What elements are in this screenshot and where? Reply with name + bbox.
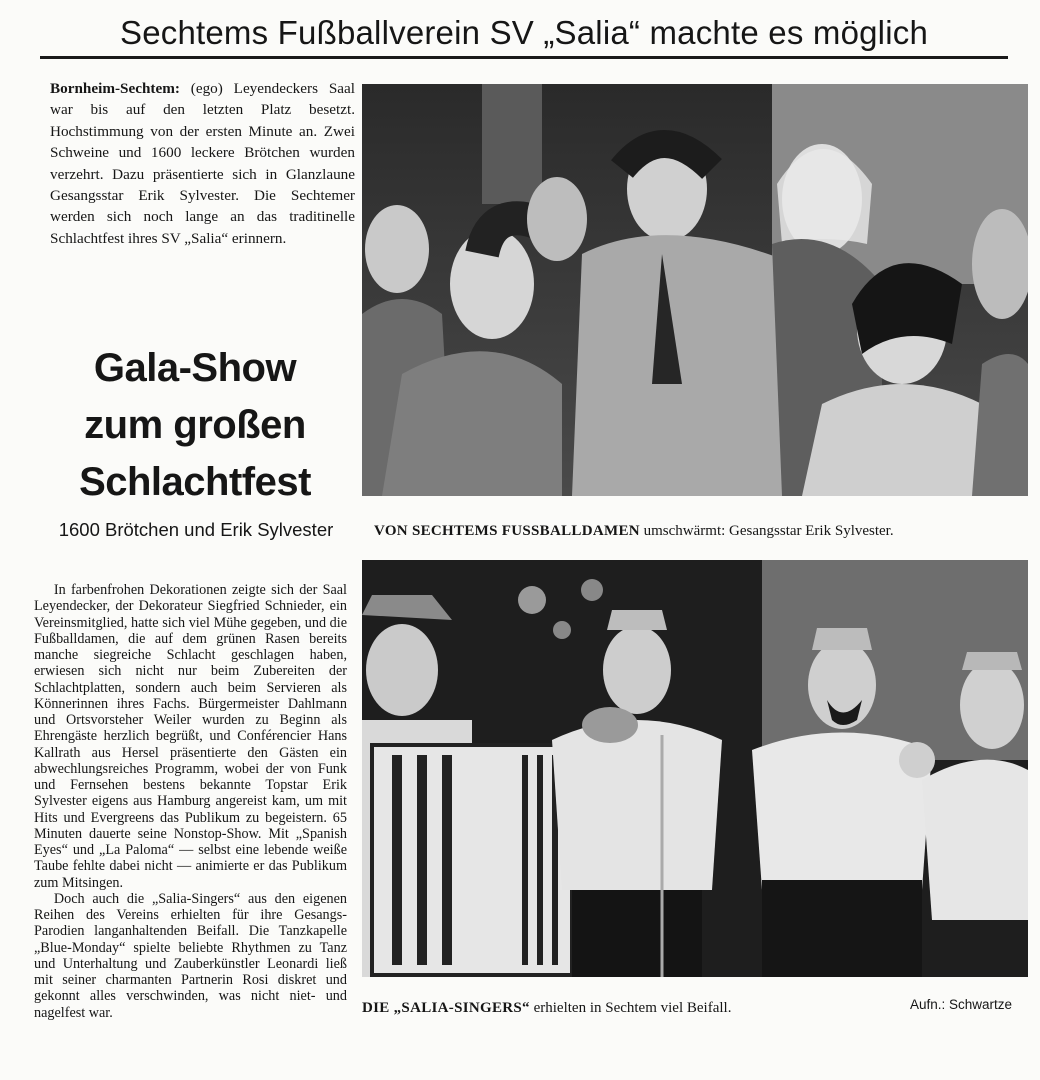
body-paragraph-1: In farbenfrohen Dekorationen zeigte sich der Saal Leyendecker, der Dekorateur Siegfried Schnieder, ein Vereinsmitglied, hatte sich viel Mühe gegeben, und die Fußballdamen, die auf dem grünen Rasen bereits manche siegreiche Schlacht geschlagen haben, erwiesen sich nicht nur beim Zubereiten der Schlachtplatten, sondern auch beim Servieren als Könnerinnen ihres Fachs. Bürgermeister Dahlmann und Ortsvorsteher Weiler wurden zu Beginn als Ehrengäste herzlich begrüßt, und Conférencier Hans Kallrath aus Hersel präsentierte den Gästen ein abwechlungsreiches Programm, wobei der von Funk und Fernsehen bestens bekannte Topstar Erik Sylvester eigens aus Hamburg angereist kam, um mit Hits und Evergreens das Publikum zu begeistern. 65 Minuten dauerte seine Nonstop-Show. Mit „Spanish Eyes“ und „La Paloma“ — selbst eine lebende weiße Taube fehlte dabei nicht — animierte er das Publikum zum Mitsingen.	[34, 582, 347, 891]
caption-bottom-photo	[362, 998, 731, 1018]
headline-line-1: Gala-Show	[93, 346, 297, 390]
headline-line-3: Schlachtfest	[79, 460, 311, 504]
photo-football-women-with-singer	[362, 84, 1028, 496]
masthead-headline: Sechtems Fußballverein SV „Salia“ machte es möglich	[119, 14, 929, 51]
photo-salia-singers	[362, 560, 1028, 977]
article-body	[34, 582, 347, 1021]
intro-paragraph	[50, 78, 355, 249]
masthead-rule	[40, 56, 1008, 59]
intro-text: (ego) Leyendeckers Saal war bis auf den letzten Platz besetzt. Hochstimmung von der ersten Minute an. Zwei Schweine und 1600 leckere Brötchen wurden verzehrt. Dazu präsentierte sich in Glanzlaune Gesangsstar Erik Sylvester. Die Sechtemer werden sich noch lange an das traditinelle Schlachtfest ihres SV „Salia“ erinnern.	[50, 80, 355, 247]
caption-bottom-text: erhielten in Sechtem viel Beifall.	[529, 1000, 732, 1016]
article-headline	[30, 340, 360, 511]
photo-credit: Aufn.: Schwartze	[910, 997, 1013, 1012]
article-subheadline: 1600 Brötchen und Erik Sylvester	[58, 519, 334, 540]
caption-bottom-lead: DIE „SALIA-SINGERS“	[362, 1000, 530, 1016]
caption-top-lead: VON SECHTEMS FUSSBALLDAMEN	[374, 523, 640, 539]
body-paragraph-2: Doch auch die „Salia-Singers“ aus den eigenen Reihen des Vereins erhielten für ihre Gesangs-Parodien langanhaltenden Beifall. Die Tanzkapelle „Blue-Monday“ spielte beliebte Rhythmen zu Tanz und Unterhaltung und Zauberkünstler Leonardi ließ mit seiner charmanten Partnerin Rosi diskret und gekonnt alles verschwinden, was nicht niet- und nagelfest war.	[34, 890, 347, 1021]
headline-line-2: zum großen	[84, 403, 306, 447]
intro-dateline: Bornheim-Sechtem:	[50, 80, 180, 97]
caption-top-photo	[374, 521, 894, 541]
caption-top-text: umschwärmt: Gesangsstar Erik Sylvester.	[639, 523, 894, 539]
